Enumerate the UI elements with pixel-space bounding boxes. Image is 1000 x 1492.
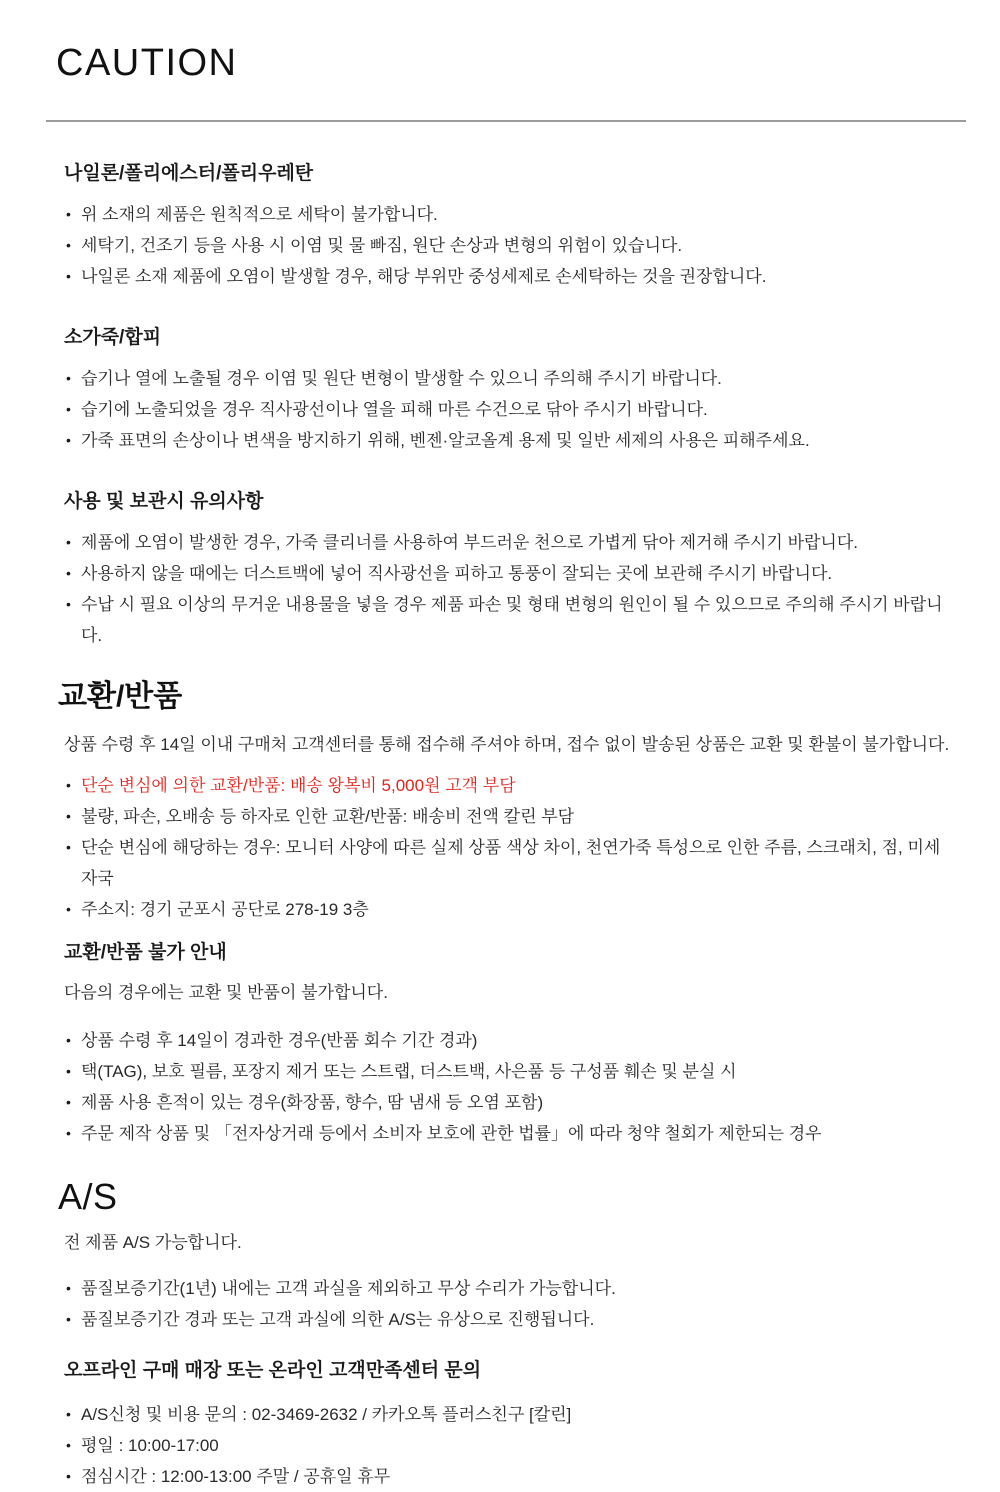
list-item: • 택(TAG), 보호 필름, 포장지 제거 또는 스트랩, 더스트백, 사은품 등 구성품 훼손 및 분실 시	[64, 1056, 960, 1087]
page-content	[0, 162, 1000, 1492]
list-item: • 상품 수령 후 14일이 경과한 경우(반품 회수 기간 경과)	[64, 1025, 960, 1056]
list-item: • 품질보증기간 경과 또는 고객 과실에 의한 A/S는 유상으로 진행됩니다.	[64, 1304, 960, 1335]
list-item: • 주소지: 경기 군포시 공단로 278-19 3층	[64, 894, 960, 925]
list-item: • 단순 변심에 해당하는 경우: 모니터 사양에 따른 실제 상품 색상 차이, 천연가죽 특성으로 인한 주름, 스크래치, 점, 미세 자국	[64, 832, 960, 894]
bullet-list	[64, 199, 960, 292]
bullet-list	[64, 527, 960, 651]
as-heading: A/S	[58, 1176, 118, 1217]
care-section-storage	[64, 490, 960, 651]
section-heading: 소가죽/합피	[64, 327, 162, 348]
page-title: CAUTION	[56, 42, 238, 84]
list-item: • 가죽 표면의 손상이나 변색을 방지하기 위해, 벤젠·알코올계 용제 및 일반 세제의 사용은 피해주세요.	[64, 425, 960, 456]
after-service-section	[58, 1176, 960, 1492]
list-item: • 제품에 오염이 발생한 경우, 가죽 클리너를 사용하여 부드러운 천으로 가볍게 닦아 제거해 주시기 바랍니다.	[64, 527, 960, 558]
care-section-nylon	[64, 162, 960, 292]
care-section-leather	[64, 326, 960, 456]
list-item: • 주문 제작 상품 및 「전자상거래 등에서 소비자 보호에 관한 법률」에 따라 청약 철회가 제한되는 경우	[64, 1118, 960, 1149]
bullet-list	[64, 363, 960, 456]
bullet-list	[64, 770, 960, 925]
bullet-list	[64, 1273, 960, 1335]
exchange-return-section	[58, 679, 960, 1149]
divider	[46, 120, 966, 122]
list-item: • 품질보증기간(1년) 내에는 고객 과실을 제외하고 무상 수리가 가능합니다.	[64, 1273, 960, 1304]
list-item: • 습기에 노출되었을 경우 직사광선이나 열을 피해 마른 수건으로 닦아 주시기 바랍니다.	[64, 394, 960, 425]
exchange-intro: 상품 수령 후 14일 이내 구매처 고객센터를 통해 접수해 주셔야 하며, 접수 없이 발송된 상품은 교환 및 환불이 불가합니다.	[64, 735, 950, 754]
list-item-red-notice: • 단순 변심에 의한 교환/반품: 배송 왕복비 5,000원 고객 부담	[64, 770, 960, 801]
list-item: • 위 소재의 제품은 원칙적으로 세탁이 불가합니다.	[64, 199, 960, 230]
list-item: • 세탁기, 건조기 등을 사용 시 이염 및 물 빠짐, 원단 손상과 변형의 위험이 있습니다.	[64, 230, 960, 261]
list-item-lunch-hours: • 점심시간 : 12:00-13:00 주말 / 공휴일 휴무	[64, 1461, 960, 1492]
section-heading: 사용 및 보관시 유의사항	[64, 491, 264, 512]
list-item-as-contact: • A/S신청 및 비용 문의 : 02-3469-2632 / 카카오톡 플러스친구 [칼린]	[64, 1399, 960, 1430]
bullet-list	[64, 1399, 960, 1492]
list-item: • 습기나 열에 노출될 경우 이염 및 원단 변형이 발생할 수 있으니 주의해 주시기 바랍니다.	[64, 363, 960, 394]
bullet-list	[64, 1025, 960, 1149]
list-item: • 나일론 소재 제품에 오염이 발생할 경우, 해당 부위만 중성세제로 손세탁하는 것을 권장합니다.	[64, 261, 960, 292]
exchange-not-allowed-heading: 교환/반품 불가 안내	[64, 942, 227, 963]
list-item: • 수납 시 필요 이상의 무거운 내용물을 넣을 경우 제품 파손 및 형태 변형의 원인이 될 수 있으므로 주의해 주시기 바랍니다.	[64, 589, 960, 651]
as-intro: 전 제품 A/S 가능합니다.	[64, 1233, 242, 1252]
list-item: • 불량, 파손, 오배송 등 하자로 인한 교환/반품: 배송비 전액 칼린 부담	[64, 801, 960, 832]
as-contact-heading: 오프라인 구매 매장 또는 온라인 고객만족센터 문의	[64, 1360, 482, 1381]
list-item: • 사용하지 않을 때에는 더스트백에 넣어 직사광선을 피하고 통풍이 잘되는 곳에 보관해 주시기 바랍니다.	[64, 558, 960, 589]
exchange-not-allowed-intro: 다음의 경우에는 교환 및 반품이 불가합니다.	[64, 983, 388, 1002]
list-item: • 제품 사용 흔적이 있는 경우(화장품, 향수, 땀 냄새 등 오염 포함)	[64, 1087, 960, 1118]
section-heading: 나일론/폴리에스터/폴리우레탄	[64, 163, 314, 184]
exchange-heading: 교환/반품	[58, 680, 183, 713]
list-item-weekday-hours: • 평일 : 10:00-17:00	[64, 1430, 960, 1461]
